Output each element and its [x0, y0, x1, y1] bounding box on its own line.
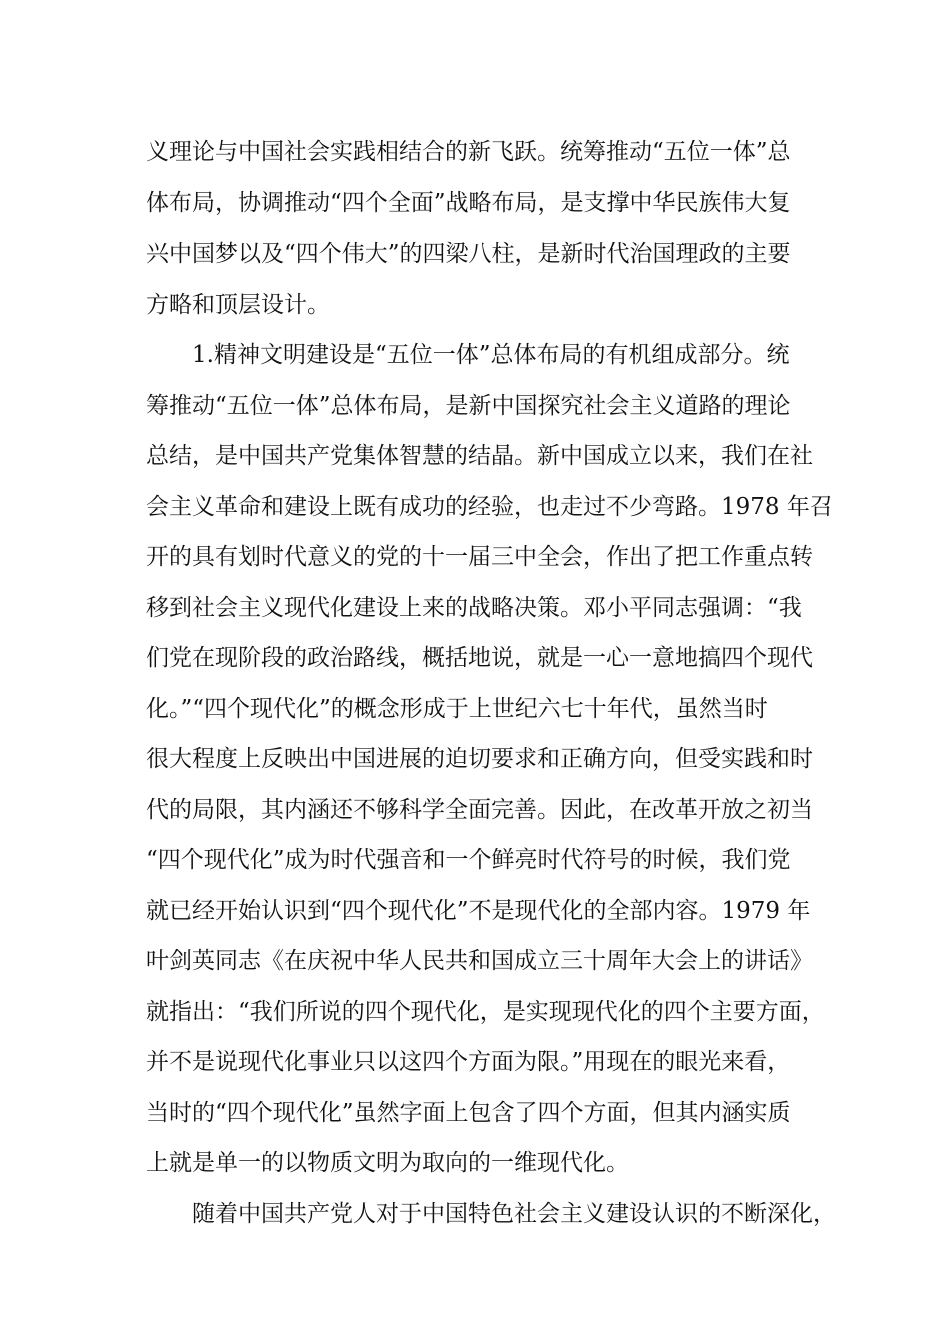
- text-line: 就指出：“我们所说的四个现代化，是实现现代化的四个主要方面，: [146, 999, 825, 1025]
- text-line: 上就是单一的以物质文明为取向的一维现代化。: [146, 1150, 629, 1176]
- text-line: 叶剑英同志《在庆祝中华人民共和国成立三十周年大会上的讲话》: [146, 948, 813, 974]
- text-line: 义理论与中国社会实践相结合的新飞跃。统筹推动“五位一体”总: [146, 139, 791, 165]
- text-line: 代的局限，其内涵还不够科学全面完善。因此，在改革开放之初当: [146, 797, 813, 823]
- text-line: 总结，是中国共产党集体智慧的结晶。新中国成立以来，我们在社: [146, 443, 813, 469]
- text-line: 就已经开始认识到“四个现代化”不是现代化的全部内容。1979 年: [146, 898, 811, 924]
- text-line: 并不是说现代化事业只以这四个方面为限。”用现在的眼光来看，: [146, 1049, 791, 1075]
- text-line: 兴中国梦以及“四个伟大”的四梁八柱，是新时代治国理政的主要: [146, 241, 791, 267]
- text-line: 们党在现阶段的政治路线，概括地说，就是一心一意地搞四个现代: [146, 645, 813, 671]
- text-line: “四个现代化”成为时代强音和一个鲜亮时代符号的时候，我们党: [146, 847, 791, 873]
- text-line: 开的具有划时代意义的党的十一届三中全会，作出了把工作重点转: [146, 544, 813, 570]
- text-line: 很大程度上反映出中国进展的迫切要求和正确方向，但受实践和时: [146, 746, 813, 772]
- text-line: 当时的“四个现代化”虽然字面上包含了四个方面，但其内涵实质: [146, 1100, 791, 1126]
- text-line: 方略和顶层设计。: [146, 292, 330, 318]
- paragraph-start-line: 1.精神文明建设是“五位一体”总体布局的有机组成部分。统: [192, 342, 790, 368]
- text-line: 筹推动“五位一体”总体布局，是新中国探究社会主义道路的理论: [146, 393, 791, 419]
- text-line: 移到社会主义现代化建设上来的战略决策。邓小平同志强调：“我: [146, 595, 802, 621]
- paragraph-start-line: 随着中国共产党人对于中国特色社会主义建设认识的不断深化，: [192, 1201, 836, 1227]
- text-line: 化。”“四个现代化”的概念形成于上世纪六七十年代，虽然当时: [146, 696, 768, 722]
- text-line: 会主义革命和建设上既有成功的经验，也走过不少弯路。1978 年召: [146, 494, 833, 520]
- text-line: 体布局，协调推动“四个全面”战略布局，是支撑中华民族伟大复: [146, 190, 791, 216]
